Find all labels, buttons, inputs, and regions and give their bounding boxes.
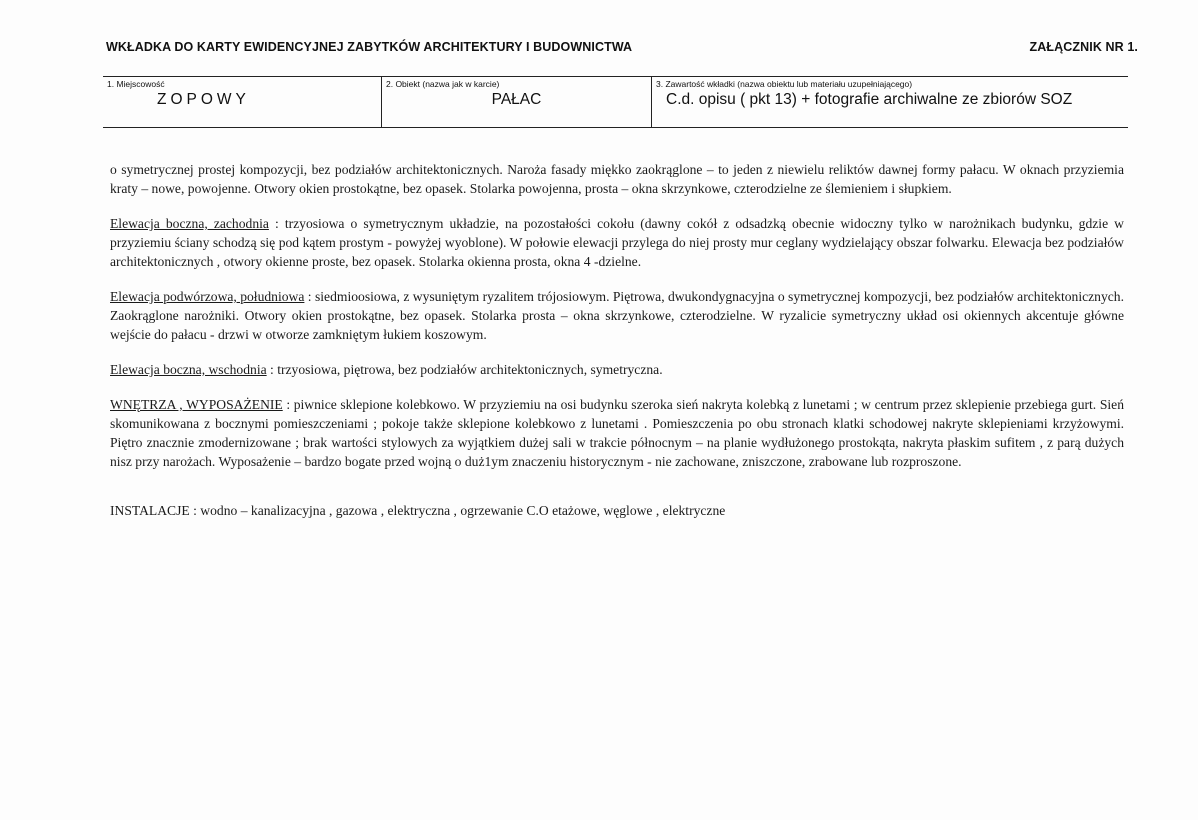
west-elevation-heading: Elewacja boczna, zachodnia: [110, 216, 269, 231]
south-elevation-paragraph: [110, 287, 1124, 344]
east-elevation-paragraph: [110, 360, 1124, 379]
intro-paragraph: o symetrycznej prostej kompozycji, bez podziałów architektonicznych. Naroża fasady miękko zaokrąglone – to jeden z niewielu reliktów dawnej formy pałacu. W oknach przyziemia kraty – nowe, powojenne. Otwory okien prostokątne, bez opasek. Stolarka powojenna, prosta – okna skrzynkowe, czterodzielne ze ślemieniem i słupkiem.: [110, 162, 1124, 196]
east-elevation-text: : trzyosiowa, piętrowa, bez podziałów architektonicznych, symetryczna.: [266, 362, 663, 377]
south-elevation-heading: Elewacja podwórzowa, południowa: [110, 289, 305, 304]
object-label: 2. Obiekt (nazwa jak w karcie): [386, 79, 500, 89]
installations-paragraph: [110, 501, 1124, 520]
content-value: C.d. opisu ( pkt 13) + fotografie archiwalne ze zbiorów SOZ: [666, 91, 1073, 108]
content-label: 3. Zawartość wkładki (nazwa obiektu lub materiału uzupełniającego): [656, 79, 913, 89]
east-elevation-heading: Elewacja boczna, wschodnia: [110, 362, 267, 377]
object-cell: [381, 77, 651, 127]
object-value: PAŁAC: [491, 91, 542, 108]
south-elevation-text: : siedmioosiowa, z wysuniętym ryzalitem trójosiowym. Piętrowa, dwukondygnacyjna o symetrycznej kompozycji, bez podziałów architektonicznych. Zaokrąglone narożniki. Otwory okien prostokątne, bez opasek. Stolarka prosta – okna skrzynkowe, czterodzielne. W ryzalicie symetryczny układ osi okiennych akcentuje główne wejście do pałacu - drzwi w otworze zamkniętym łukiem koszowym.: [110, 289, 1124, 342]
west-elevation-paragraph: [110, 214, 1124, 271]
interior-text: : piwnice sklepione kolebkowo. W przyziemiu na osi budynku szeroka sień nakryta kolebką z lunetami ; w centrum przez sklepienie przebiega gurt. Sień skomunikowana z bocznymi pomieszczeniami ; pokoje także sklepione kolebkowo z lunetami . Pomieszczenia po obu stronach klatki schodowej nakryte sklepieniami krzyżowymi. Piętro znacznie zmodernizowane ; brak wartości stylowych za wyjątkiem dużej sali w trakcie północnym – na planie wydłużonego prostokąta, nakryta płaskim sufitem , z parą dużych nisz przy narożach. Wyposażenie – bardzo bogate przed wojną o duż1ym znaczeniu historycznym - nie zachowane, zniszczone, zrabowane lub rozproszone.: [110, 397, 1124, 469]
interior-heading: WNĘTRZA , WYPOSAŻENIE: [110, 397, 283, 412]
header-fields-table: [103, 76, 1128, 128]
locality-label: 1. Miejscowość: [107, 79, 165, 89]
locality-cell: [103, 77, 381, 127]
content-cell: [651, 77, 1129, 127]
attachment-number: ZAŁĄCZNIK NR 1.: [1029, 40, 1138, 54]
installations-text: : wodno – kanalizacyjna , gazowa , elektryczna , ogrzewanie C.O etażowe, węglowe , elektryczne: [189, 503, 726, 518]
description-body: [110, 160, 1124, 536]
document-title: WKŁADKA DO KARTY EWIDENCYJNEJ ZABYTKÓW ARCHITEKTURY I BUDOWNICTWA: [106, 40, 633, 54]
installations-heading: INSTALACJE: [110, 503, 190, 518]
locality-value: ZOPOWY: [157, 91, 250, 108]
west-elevation-text: : trzyosiowa o symetrycznym układzie, na pozostałości cokołu (dawny cokół z odsadzką obecnie widoczny tylko w narożnikach budynku, gdzie w przyziemiu ściany schodzą się pod kątem prostym - powyżej wyoblone). W połowie elewacji przylega do niej prosty mur ceglany wydzielający obszar folwarku. Elewacja bez podziałów architektonicznych , otwory okienne proste, bez opasek. Stolarka okienna prosta, okna 4 -dzielne.: [110, 216, 1124, 269]
interior-paragraph: [110, 395, 1124, 471]
